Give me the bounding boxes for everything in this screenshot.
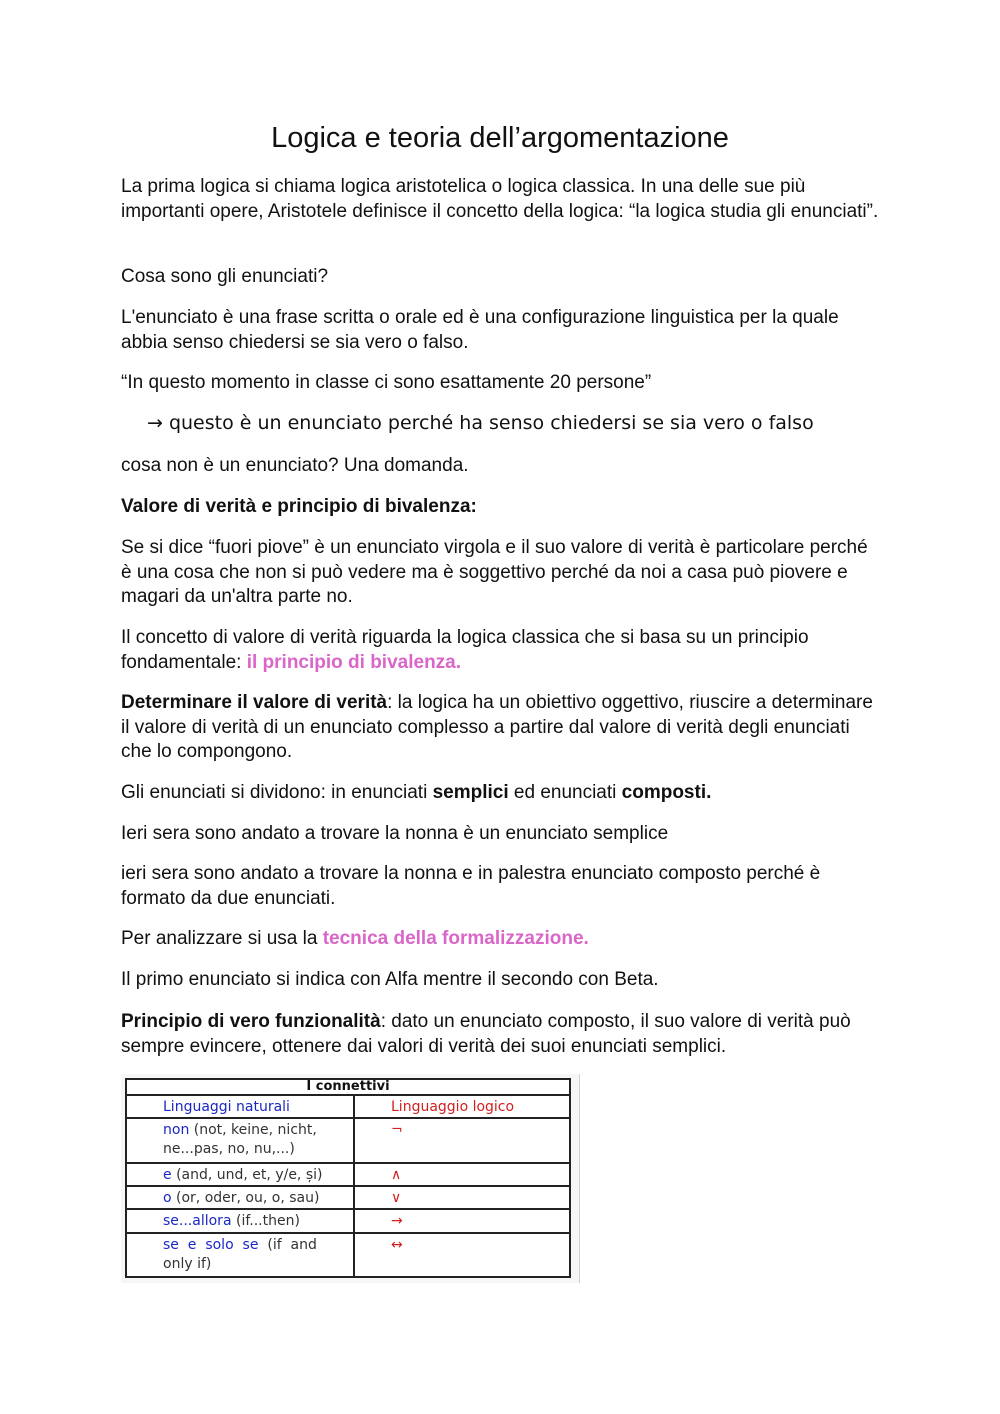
paragraph-example: “In questo momento in classe ci sono esattamente 20 persone” <box>121 372 652 393</box>
table-row <box>126 1209 570 1232</box>
connective-keyword: se...allora <box>163 1213 232 1230</box>
paragraph-formalizzazione <box>121 927 881 952</box>
disjunction-symbol: ∨ <box>391 1190 402 1207</box>
connective-keyword: non <box>163 1122 190 1139</box>
paragraph-semplice-example: Ieri sera sono andato a trovare la nonna è un enunciato semplice <box>121 823 669 844</box>
paragraph-divisione <box>121 781 881 806</box>
paragraph-bivalenza-text: Il concetto di valore di verità riguarda la logica classica che si basa su un principio fondamentale: <box>121 627 809 673</box>
paragraph-not-statement: cosa non è un enunciato? Una domanda. <box>121 455 469 476</box>
section-heading-bivalenza: Valore di verità e principio di bivalenza: <box>121 496 477 517</box>
connective-translations: (if...then) <box>231 1213 300 1230</box>
highlight-principio-bivalenza: il principio di bivalenza. <box>246 651 462 673</box>
table-row <box>126 1233 570 1277</box>
paragraph-composto-example: ieri sera sono andato a trovare la nonna e in palestra enunciato composto perché è formato da due enunciati. <box>121 863 821 909</box>
paragraph-determinare-text: : la logica ha un obiettivo oggettivo, riuscire a determinare il valore di verità di un enunciato complesso a partire dal valore di verità degli enunciati che lo compongono. <box>121 692 873 762</box>
bold-semplici: semplici <box>432 782 509 803</box>
text-segment: Gli enunciati si dividono: in enunciati <box>121 782 433 803</box>
table-row <box>126 1118 570 1162</box>
conjunction-symbol: ∧ <box>391 1166 402 1183</box>
bold-composti: composti. <box>621 782 712 803</box>
connectives-table-image <box>121 1074 580 1283</box>
paragraph-vero-funzionalita <box>121 1010 881 1059</box>
table-row <box>126 1163 570 1186</box>
logic-cell <box>354 1163 570 1186</box>
connective-translations: (and, und, et, y/e, și) <box>171 1166 323 1183</box>
logic-cell <box>354 1186 570 1209</box>
paragraph-bivalenza <box>121 626 881 675</box>
connective-translations: (if and only if) <box>163 1236 322 1272</box>
connective-keyword: e <box>163 1166 172 1183</box>
natural-cell <box>126 1163 354 1186</box>
table-row <box>126 1186 570 1209</box>
paragraph-fuori-piove: Se si dice “fuori piove” è un enunciato virgola e il suo valore di verità è particolare perché è una cosa che non si può vedere ma è soggettivo perché da noi a casa può piovere e magari da un'altra parte no. <box>121 537 868 607</box>
paragraph-alfa-beta: Il primo enunciato si indica con Alfa mentre il secondo con Beta. <box>121 969 659 990</box>
connective-translations: (or, oder, ou, o, sau) <box>171 1190 320 1207</box>
table-title: I connettivi <box>126 1079 570 1095</box>
column-header-logic: Linguaggio logico <box>354 1095 570 1118</box>
connective-keyword: se e solo se <box>163 1236 259 1253</box>
connectives-table <box>125 1078 571 1278</box>
paragraph-determinare <box>121 691 881 765</box>
logic-cell <box>354 1233 570 1277</box>
logic-cell <box>354 1118 570 1162</box>
paragraph-definition: L'enunciato è una frase scritta o orale ed è una configurazione linguistica per la quale abbia senso chiedersi se sia vero o falso. <box>121 307 839 353</box>
column-header-natural: Linguaggi naturali <box>126 1095 354 1118</box>
text-segment: ed enunciati <box>508 782 622 803</box>
natural-cell <box>126 1209 354 1232</box>
negation-symbol: ¬ <box>391 1122 403 1139</box>
natural-cell <box>126 1186 354 1209</box>
bold-principio-vero-funzionalita: Principio di vero funzionalità <box>121 1011 381 1032</box>
connective-translations: (not, keine, nicht, ne...pas, no, nu,...) <box>163 1122 317 1158</box>
paragraph-arrow-note: → questo è un enunciato perché ha senso chiedersi se sia vero o falso <box>147 412 814 434</box>
paragraph-question: Cosa sono gli enunciati? <box>121 266 329 287</box>
biconditional-symbol: ↔ <box>391 1236 403 1253</box>
paragraph-vero-funzionalita-text: : dato un enunciato composto, il suo valore di verità può sempre evincere, ottenere dai valori di verità dei suoi enunciati semplici. <box>121 1011 851 1057</box>
text-segment: Per analizzare si usa la <box>121 928 323 949</box>
bold-determinare: Determinare il valore di verità <box>121 692 388 713</box>
paragraph-intro: La prima logica si chiama logica aristotelica o logica classica. In una delle sue più importanti opere, Aristotele definisce il concetto della logica: “la logica studia gli enunciati”. <box>121 176 879 222</box>
implication-symbol: → <box>391 1213 403 1230</box>
connective-keyword: o <box>163 1190 172 1207</box>
natural-cell <box>126 1118 354 1162</box>
logic-cell <box>354 1209 570 1232</box>
natural-cell <box>126 1233 354 1277</box>
document-title: Logica e teoria dell’argomentazione <box>271 122 729 154</box>
highlight-tecnica-formalizzazione: tecnica della formalizzazione. <box>322 928 589 949</box>
